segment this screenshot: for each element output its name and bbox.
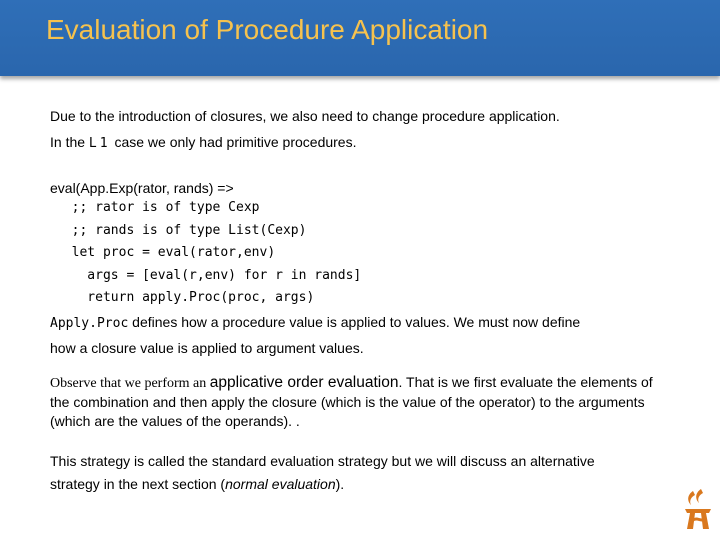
university-logo-icon [681,489,715,531]
language-name: L1 [88,136,111,152]
applicative-order-term: applicative order evaluation [209,373,399,391]
observe-paragraph [50,373,660,431]
normal-evaluation-term: normal evaluation [225,475,336,492]
observe-rest: . That is we first evaluate the elements of the combination and then apply the closure (which is the value of the operator) to the arguments (which are the values of the operands). . [50,373,653,429]
strategy-text: This strategy is called the standard evaluation strategy but we will discuss an alternative strategy in the next section ( [50,452,595,492]
code-line: return apply.Proc(proc, args) [56,290,315,306]
observe-lead: Observe that we perform an [50,375,210,391]
apply-paragraph [50,310,690,360]
code-block [50,180,690,310]
apply-text-2: how a closure value is applied to argument values. [50,339,364,356]
slide-title: Evaluation of Procedure Application [46,14,489,45]
title-bar [0,0,720,76]
slide-body [50,106,690,496]
code-line: ;; rands is of type List(Cexp) [56,222,307,238]
apply-text-1: defines how a procedure value is applied to values. We must now define [128,313,581,330]
strategy-end: ). [335,475,345,492]
l1-suffix: case we only had primitive procedures. [110,134,357,151]
code-line: let proc = eval(rator,env) [56,245,276,261]
l1-prefix: In the [50,134,89,151]
code-line: ;; rator is of type Cexp [56,200,260,216]
code-head: eval(App.Exp(rator, rands) => [50,180,234,197]
strategy-paragraph [50,450,630,496]
apply-proc-name: Apply.Proc [50,315,129,331]
l1-paragraph [50,132,690,154]
intro-paragraph: Due to the introduction of closures, we also need to change procedure application. [50,108,560,124]
code-line: args = [eval(r,env) for r in rands] [56,267,362,283]
